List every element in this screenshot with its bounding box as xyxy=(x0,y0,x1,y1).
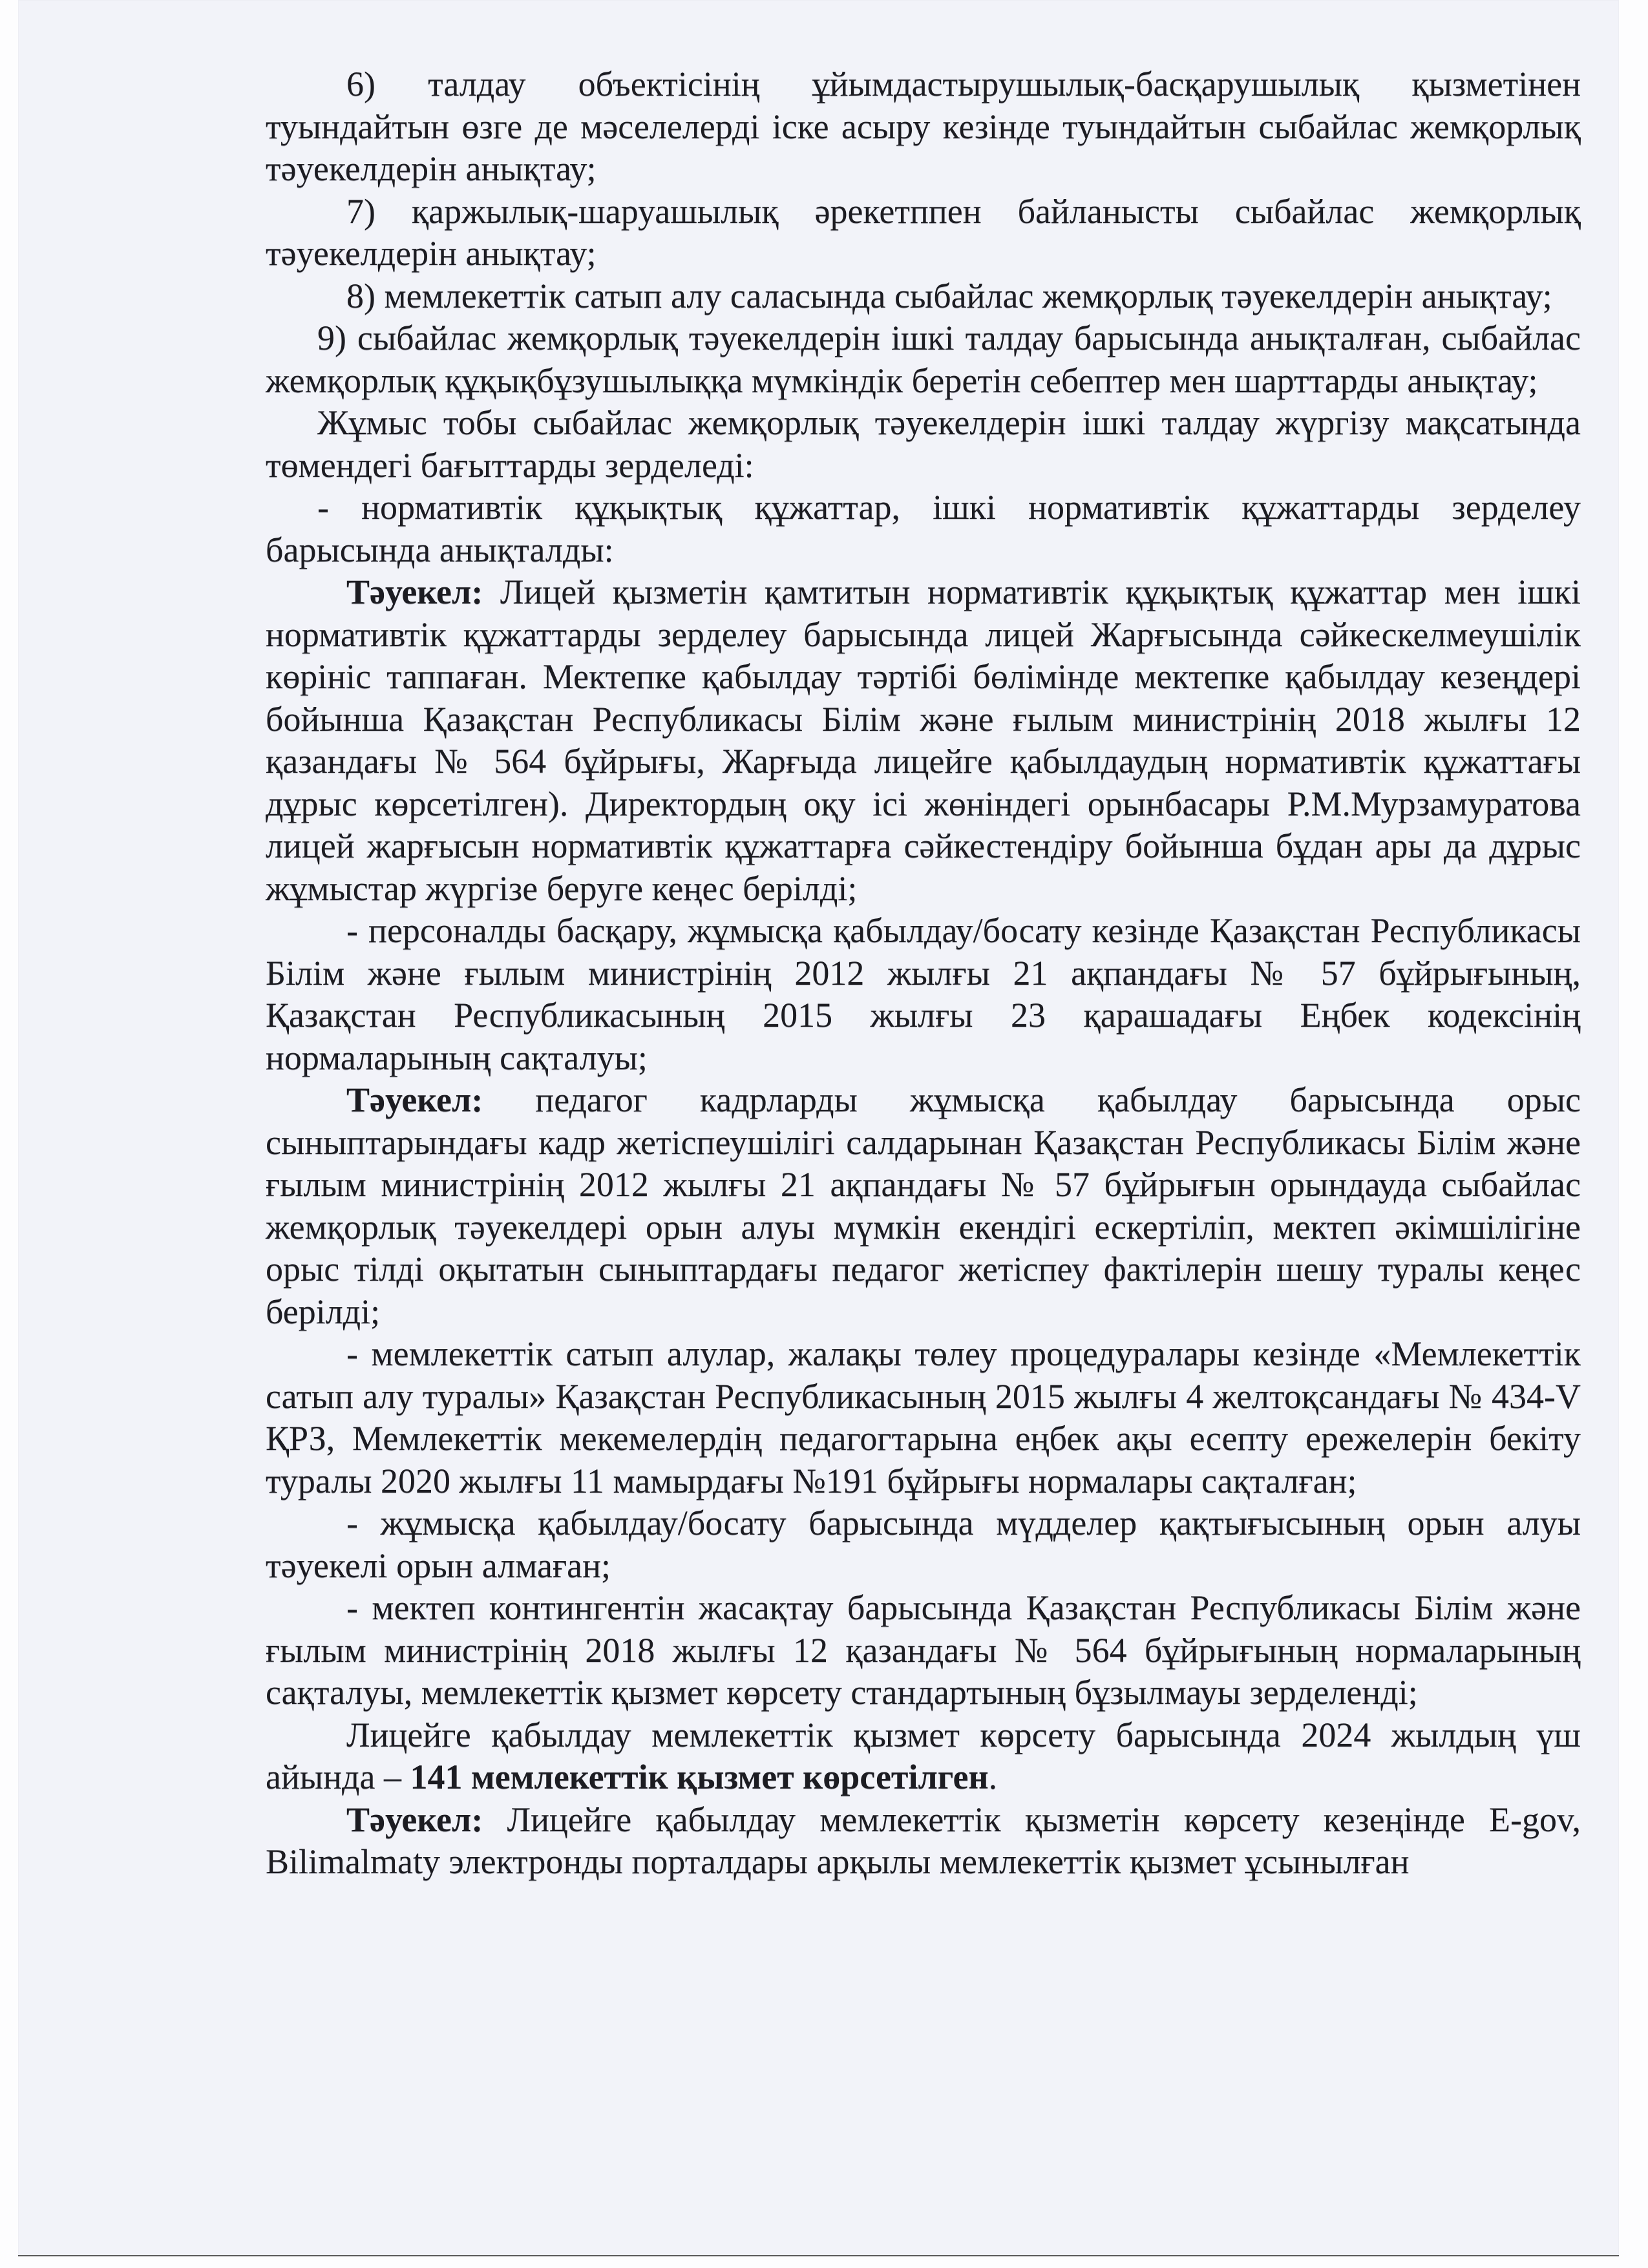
risk-label: Тәуекел: xyxy=(346,1800,483,1839)
direction-contingent: - мектеп контингентін жасақтау барысында Қазақстан Республикасы Білім және ғылым министрінің 2018 жылғы 12 қазандағы № 564 бұйрығының нормаларының сақталуы, мемлекеттік қызмет көрсету стандартының бұзылмауы зерделенді; xyxy=(266,1588,1581,1712)
list-item-6: 6) талдау объектісінің ұйымдастырушылық-басқарушылық қызметінен туындайтын өзге де мәселелерді іске асыру кезінде туындайтын сыбайлас жемқорлық тәуекелдерін анықтау; xyxy=(266,65,1581,188)
risk-text: педагог кадрларды жұмысқа қабылдау барысында орыс сыныптарындағы кадр жетіспеушілігі салдарынан Қазақстан Республикасы Білім және ғылым министрінің 2012 жылғы 21 ақпандағы № 57 бұйрығын орындауда сыбайлас жемқорлық тәуекелдері орын алуы мүмкін екендігі ескертіліп, мектеп әкімшілігіне орыс тілді оқытатын сыныптардағы педагог жетіспеу фактілерін шешу туралы кеңес берілді; xyxy=(266,1080,1581,1331)
direction-procurement: - мемлекеттік сатып алулар, жалақы төлеу процедуралары кезінде «Мемлекеттік сатып алу туралы» Қазақстан Республикасының 2015 жылғы 4 желтоқсандағы № 434-V ҚРЗ, Мемлекеттік мекемелердің педагогтарына еңбек ақы есепту ережелерін бекіту туралы 2020 жылғы 11 мамырдағы №191 бұйрығы нормалары сақталған; xyxy=(266,1334,1581,1500)
risk-paragraph-3 xyxy=(266,1799,1581,1884)
list-item-8: 8) мемлекеттік сатып алу саласында сыбайлас жемқорлық тәуекелдерін анықтау; xyxy=(346,276,1552,315)
list-item-7: 7) қаржылық-шаруашылық әрекетппен байланысты сыбайлас жемқорлық тәуекелдерін анықтау; xyxy=(266,191,1581,273)
direction-normative-documents: - нормативтік құқықтық құжаттар, ішкі нормативтік құжаттарды зерделеу барысында анықталды: xyxy=(266,488,1581,569)
risk-text: Лицей қызметін қамтитын нормативтік құқықтық құжаттар мен ішкі нормативтік құжаттарды зерделеу барысында лицей Жарғысында сәйкескелмеушілік көрініс таппаған. Мектепке қабылдау тәртібі бөлімінде мектепке қабылдау кезеңдері бойынша Қазақстан Республикасы Білім және ғылым министрінің 2018 жылғы 12 қазандағы № 564 бұйрығы, Жарғыда лицейге қабылдаудың нормативтік құжаттағы дұрыс көрсетілген). Директордың оқу ісі жөніндегі орынбасары Р.М.Мурзамуратова лицей жарғысын нормативтік құжаттарға сәйкестендіру бойынша бұдан ары да дұрыс жұмыстар жүргізе беруге кеңес берілді; xyxy=(266,572,1581,908)
risk-paragraph-2 xyxy=(266,1079,1581,1333)
working-group-paragraph: Жұмыс тобы сыбайлас жемқорлық тәуекелдерін ішкі талдау жүргізу мақсатында төмендегі бағыттарды зерделеді: xyxy=(266,403,1581,485)
document-body xyxy=(266,63,1581,1884)
direction-conflict-of-interest: - жұмысқа қабылдау/босату барысында мүдделер қақтығысының орын алуы тәуекелі орын алмаған; xyxy=(266,1504,1581,1585)
services-text: Лицейге қабылдау мемлекеттік қызмет көрсету барысында 2024 жылдың үш айында – xyxy=(266,1715,1581,1796)
risk-label: Тәуекел: xyxy=(346,572,483,611)
direction-personnel: - персоналды басқару, жұмысқа қабылдау/босату кезінде Қазақстан Республикасы Білім және ғылым министрінің 2012 жылғы 21 ақпандағы № 57 бұйрығының, Қазақстан Республикасының 2015 жылғы 23 қарашадағы Еңбек кодексінің нормаларының сақталуы; xyxy=(266,911,1581,1077)
list-item-9: 9) сыбайлас жемқорлық тәуекелдерін ішкі талдау барысында анықталған, сыбайлас жемқорлық құқықбұзушылыққа мүмкіндік беретін себептер мен шарттарды анықтау; xyxy=(266,319,1581,400)
risk-paragraph-1 xyxy=(266,571,1581,910)
services-tail: . xyxy=(988,1758,998,1796)
scanned-page xyxy=(18,0,1619,2256)
services-count-text: 141 мемлекеттік қызмет көрсетілген xyxy=(410,1758,989,1796)
risk-text: Лицейге қабылдау мемлекеттік қызметін көрсету кезеңінде E-gov, Bilimalmaty электронды порталдары арқылы мемлекеттік қызмет ұсынылған xyxy=(266,1800,1581,1881)
services-paragraph xyxy=(266,1714,1581,1799)
risk-label: Тәуекел: xyxy=(346,1080,483,1119)
